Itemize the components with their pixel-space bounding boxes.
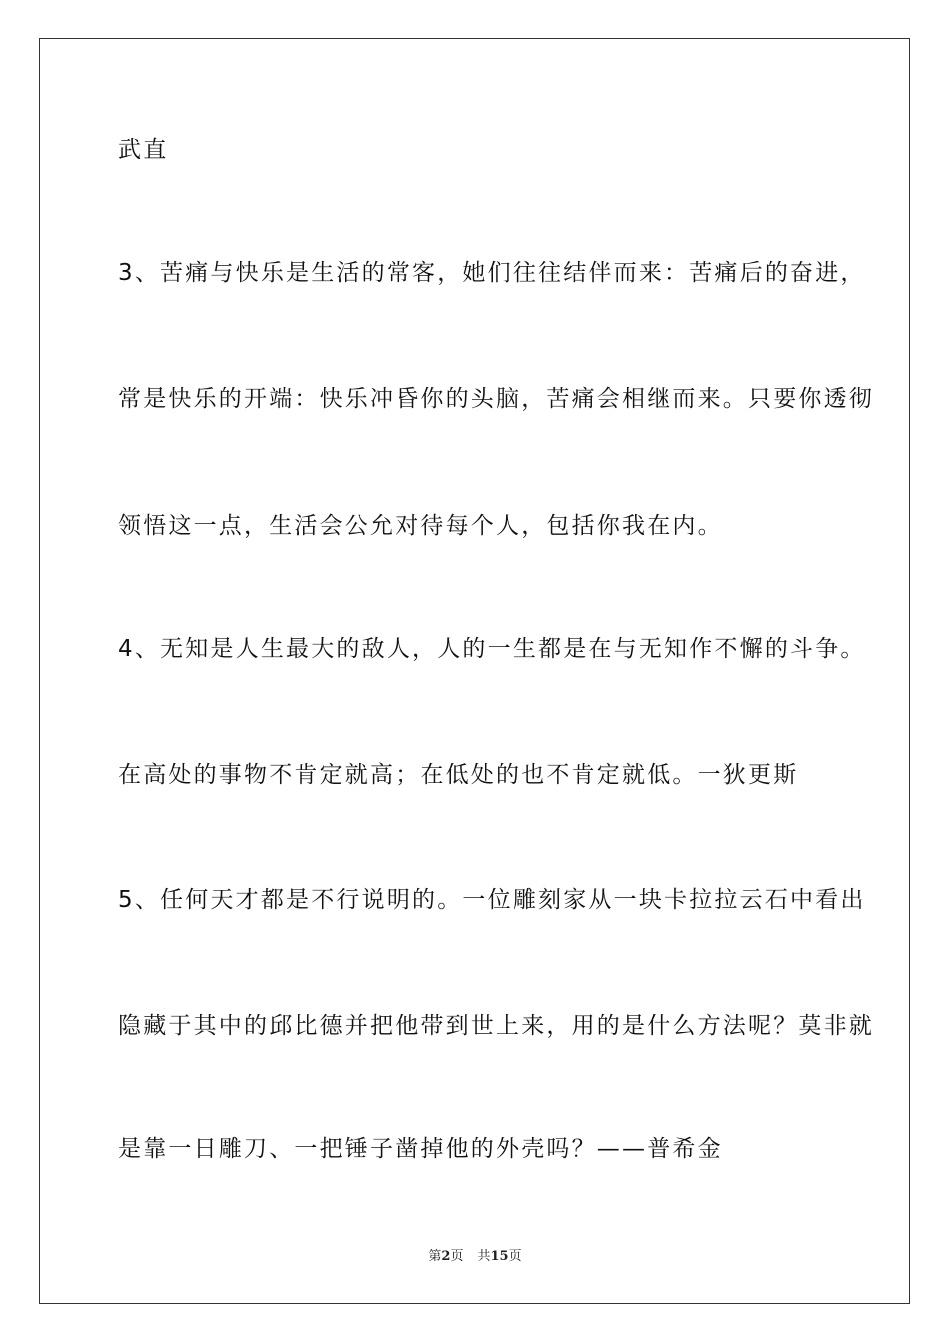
text-line-8: 隐藏于其中的邱比德并把他带到世上来，用的是什么方法呢？莫非就: [118, 1013, 874, 1039]
page-footer: [0, 1248, 950, 1266]
text-line-9: 是靠一日雕刀、一把锤子凿掉他的外壳吗？——普希金: [118, 1136, 723, 1162]
page-total: 15: [490, 1249, 509, 1264]
page-border: [39, 38, 910, 1304]
text-line-2: 3、苦痛与快乐是生活的常客，她们往往结伴而来：苦痛后的奋进，: [118, 260, 866, 286]
text-line-6: 在高处的事物不肯定就高；在低处的也不肯定就低。一狄更斯: [118, 762, 799, 788]
text-line-4: 领悟这一点，生活会公允对待每个人，包括你我在内。: [118, 513, 723, 539]
text-line-3: 常是快乐的开端：快乐冲昏你的头脑，苦痛会相继而来。只要你透彻: [118, 386, 874, 412]
page-number-prefix: 第: [428, 1249, 442, 1264]
text-line-5: 4、无知是人生最大的敌人，人的一生都是在与无知作不懈的斗争。: [118, 636, 866, 662]
text-line-7: 5、任何天才都是不行说明的。一位雕刻家从一块卡拉拉云石中看出: [118, 887, 866, 913]
page-total-prefix: 共: [477, 1249, 491, 1264]
page-number-suffix: 页: [450, 1249, 464, 1264]
page-number-current: 2: [441, 1249, 451, 1264]
text-line-1: 武直: [118, 137, 169, 163]
page-total-suffix: 页: [508, 1249, 522, 1264]
